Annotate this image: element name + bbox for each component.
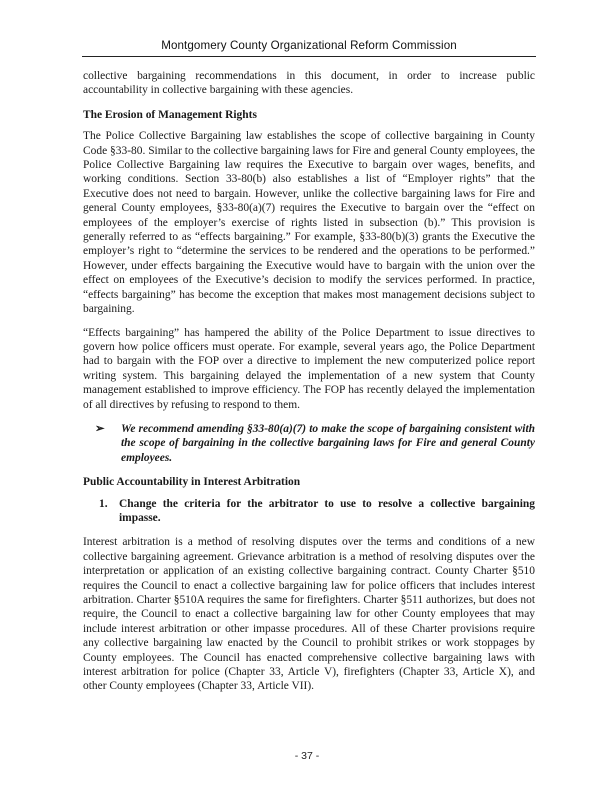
header-divider (82, 56, 536, 57)
arrow-bullet-icon: ➢ (95, 422, 105, 435)
document-body (83, 69, 535, 694)
item-text: Change the criteria for the arbitrator to use to resolve a collective bargaining impasse. (119, 497, 535, 524)
section-heading-management-rights: The Erosion of Management Rights (83, 108, 257, 121)
document-header-title: Montgomery County Organizational Reform Commission (161, 39, 457, 52)
intro-paragraph: collective bargaining recommendations in this document, in order to increase public accountability in collective bargaining with these agencies. (83, 70, 535, 97)
recommendation-text: We recommend amending §33-80(a)(7) to make the scope of bargaining consistent with the scope of bargaining in the collective bargaining laws for Fire and general County employees. (121, 422, 535, 464)
numbered-item (99, 497, 535, 526)
interest-arbitration-paragraph: Interest arbitration is a method of resolving disputes over the terms and conditions of a new collective bargaining agreement. Grievance arbitration is a method of resolving disputes over the interpretation or application of an existing collective bargaining contract. County Charter §510 requires the Council to enact a collective bargaining law for police officers that includes interest arbitration. Charter §510A requires the same for firefighters. Charter §511 authorizes, but does not require, the Council to enact a collective bargaining law for other County employees that may include interest arbitration or other impasse procedures. All of these Charter provisions require any collective bargaining law enacted by the Council to prohibit strikes or work stoppages by County employees. The Council has enacted comprehensive collective bargaining laws with interest arbitration for police (Chapter 33, Article V), firefighters (Chapter 33, Article X), and other County employees (Chapter 33, Article VII). (83, 536, 535, 693)
management-rights-paragraph-2: “Effects bargaining” has hampered the ability of the Police Department to issue directives to govern how police officers must operate. For example, several years ago, the Police Department had to bargain with the FOP over a directive to implement the new computerized police report writing system. This bargaining delayed the implementation of a new system that County management established to improve efficiency. The FOP has recently delayed the implementation of all directives by refusing to respond to them. (83, 326, 535, 411)
item-number: 1. (99, 497, 108, 510)
section-heading-interest-arbitration: Public Accountability in Interest Arbitration (83, 476, 301, 489)
recommendation (95, 422, 535, 465)
management-rights-paragraph-1: The Police Collective Bargaining law establishes the scope of collective bargaining in County Code §33-80. Similar to the collective bargaining laws for Fire and general County employees, the Police Collective Bargaining law requires the Executive to bargain over wages, benefits, and working conditions. Section 33-80(b) also establishes a list of “Employer rights” that the Executive does not need to bargain. However, unlike the collective bargaining laws for Fire and general County employees, §33-80(a)(7) requires the Executive to bargain over the “effect on employees of the employer’s exercise of rights listed in subsection (b).” This provision is generally referred to as “effects bargaining.” For example, §33-80(b)(3) grants the Executive the employer’s right to “determine the services to be rendered and the operations to be performed.” However, under effects bargaining the Executive would have to bargain with the union over the effect on employees of the Executive’s decision to modify the services performed. In practice, “effects bargaining” has become the exception that makes most management decisions subject to bargaining. (83, 130, 535, 316)
page-number: - 37 - (294, 750, 320, 762)
